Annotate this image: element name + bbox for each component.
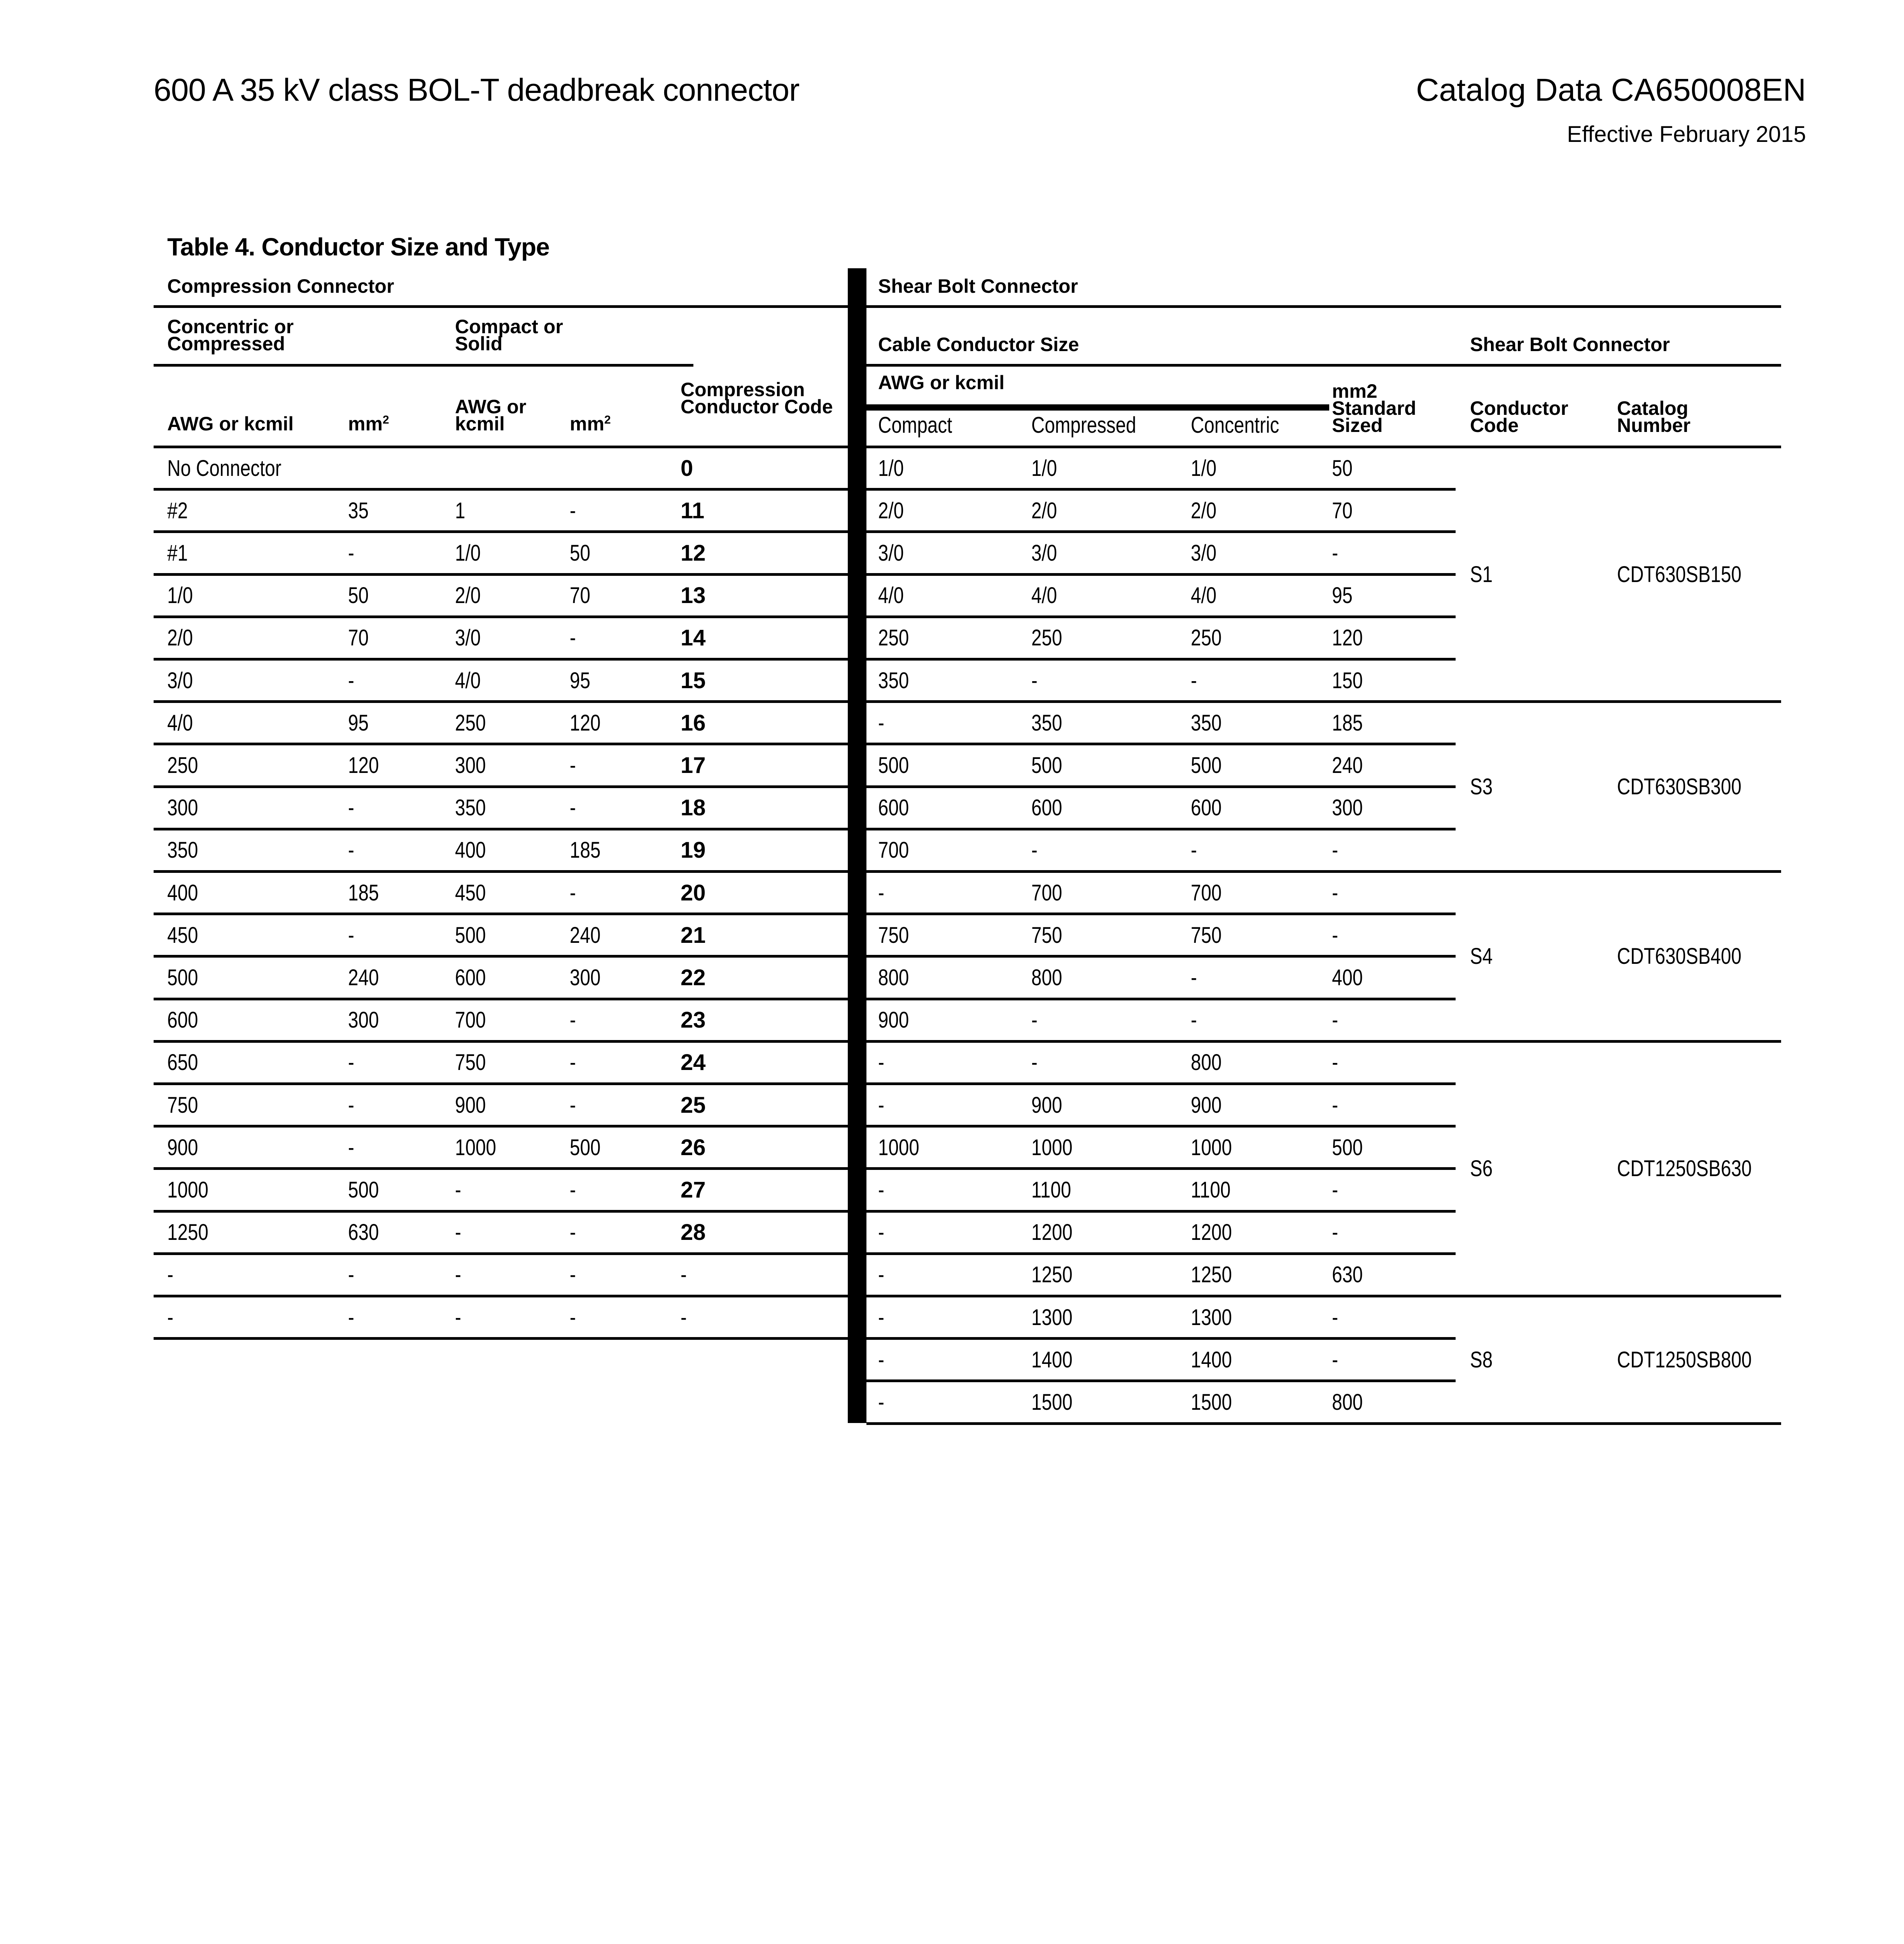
cell-awg-kcmil: #2 [167,498,188,523]
cell-awg-kcmil: 450 [167,922,198,948]
cell-conductor-code: 19 [681,837,706,863]
cell-compact: 250 [878,625,909,651]
cell-shear-conductor-code: S6 [1470,1156,1493,1182]
table-divider-bar [848,268,866,1423]
cell-awg-kcmil: 1250 [167,1220,208,1245]
cell-concentric: 3/0 [1191,540,1217,566]
row-rule [866,1125,1456,1128]
row-rule [866,1210,1456,1213]
row-rule [866,1082,1456,1085]
cell-awg-kcmil: #1 [167,540,188,566]
cell-compact-mm2: - [570,753,576,778]
cell-conductor-code: 27 [681,1177,706,1203]
cell-concentric: - [1191,965,1197,990]
cell-compact: - [878,1347,884,1372]
cell-awg-kcmil: - [167,1262,173,1288]
cell-compressed: 1200 [1031,1220,1073,1245]
cell-concentric: 1250 [1191,1262,1232,1288]
row-rule [154,1295,848,1297]
cell-awg-kcmil: No Connector [167,455,282,481]
row-rule [154,658,848,661]
cell-awg-kcmil: 2/0 [167,625,193,651]
cell-compressed: 1300 [1031,1304,1073,1330]
cell-compact-awg: 2/0 [455,583,481,608]
cell-compact: 500 [878,753,909,778]
cell-shear-conductor-code: S8 [1470,1347,1493,1372]
cell-compact: 600 [878,795,909,821]
cell-concentric: 250 [1191,625,1222,651]
row-rule [866,700,1781,703]
cell-conductor-code: 20 [681,880,706,906]
cell-compressed: - [1031,1007,1038,1033]
cell-awg-kcmil: - [167,1304,173,1330]
cell-mm2: - [348,795,354,821]
cell-mm2-standard: - [1332,880,1338,906]
row-rule [866,530,1456,533]
cell-mm2-standard: 300 [1332,795,1363,821]
cell-mm2-standard: 240 [1332,753,1363,778]
cell-compact: - [878,1092,884,1118]
row-rule [154,446,848,448]
cell-conductor-code: 14 [681,625,706,651]
row-rule [154,700,848,703]
cell-conductor-code: 25 [681,1092,706,1118]
cell-mm2: 50 [348,583,369,608]
cell-compact: 2/0 [878,498,904,523]
cell-shear-conductor-code: S4 [1470,944,1493,969]
concentric-compressed-header: Concentric or Compressed [167,316,294,355]
cell-awg-kcmil: 1000 [167,1177,208,1203]
cell-compact-mm2: 240 [570,922,601,948]
cell-compressed: - [1031,668,1038,693]
cell-mm2: - [348,922,354,948]
cell-mm2: - [348,837,354,863]
col-compact: Compact [878,413,952,438]
catalog-prefix: Catalog Data [1416,72,1611,108]
cell-compressed: 250 [1031,625,1062,651]
cell-compact-awg: 3/0 [455,625,481,651]
row-rule [154,615,848,618]
col-awg-kcmil: AWG or kcmil [167,413,294,435]
row-rule [154,573,848,576]
cell-conductor-code: 13 [681,583,706,608]
cell-mm2: 300 [348,1007,379,1033]
cell-mm2: - [348,540,354,566]
cell-compact-mm2: 300 [570,965,601,990]
cell-concentric: 900 [1191,1092,1222,1118]
cell-compact-mm2: - [570,1304,576,1330]
cell-compact-mm2: - [570,880,576,906]
cell-mm2-standard: 120 [1332,625,1363,651]
cell-compact: - [878,1304,884,1330]
cell-compact-awg: 600 [455,965,486,990]
cell-compressed: 600 [1031,795,1062,821]
cell-compact-mm2: - [570,1262,576,1288]
cell-compressed: 1100 [1031,1177,1071,1203]
cell-compact-awg: 1000 [455,1135,496,1160]
cell-compact: 3/0 [878,540,904,566]
cell-concentric: - [1191,837,1197,863]
row-rule [154,1252,848,1255]
row-rule [154,955,848,958]
cell-catalog-number: CDT1250SB630 [1617,1156,1752,1182]
cell-concentric: 750 [1191,922,1222,948]
cell-concentric: - [1191,668,1197,693]
row-rule [866,955,1456,958]
catalog-code: CA650008EN [1611,72,1806,108]
cell-compact-awg: - [455,1304,461,1330]
cell-conductor-code: 18 [681,795,706,821]
cell-mm2: - [348,1304,354,1330]
cell-compact-mm2: - [570,1092,576,1118]
row-rule [866,1167,1456,1170]
row-rule [866,1295,1781,1297]
cell-mm2-standard: - [1332,1050,1338,1075]
cell-mm2: 70 [348,625,369,651]
cell-conductor-code: 28 [681,1220,706,1245]
cell-concentric: 1200 [1191,1220,1232,1245]
cable-conductor-size-header: Cable Conductor Size [878,334,1079,355]
cell-compact: - [878,880,884,906]
cell-awg-kcmil: 1/0 [167,583,193,608]
effective-date: Effective February 2015 [1567,122,1806,147]
row-rule [154,998,848,1000]
col-compact-awg-kcmil: AWG or kcmil [455,396,527,435]
col-conductor-code: Conductor Code [1470,397,1568,436]
row-rule [154,785,848,788]
cell-compact-mm2: - [570,1177,576,1203]
cell-compact-mm2: 500 [570,1135,601,1160]
cell-awg-kcmil: 250 [167,753,198,778]
cell-compressed: - [1031,837,1038,863]
cell-compact-mm2: 185 [570,837,601,863]
row-rule [866,573,1456,576]
cell-compact-mm2: 120 [570,710,601,736]
cell-compact: - [878,710,884,736]
cell-compressed: 700 [1031,880,1062,906]
cell-concentric: - [1191,1007,1197,1033]
row-rule [866,446,1781,448]
row-rule [154,1167,848,1170]
row-rule [866,1252,1456,1255]
cell-mm2: 630 [348,1220,379,1245]
cell-mm2: - [348,1262,354,1288]
cell-mm2-standard: 150 [1332,668,1363,693]
cell-conductor-code: 22 [681,965,706,990]
col-mm2-standard-sized: mm2 Standard Sized [1332,380,1416,436]
row-rule [154,870,848,873]
catalog-data-label [1416,72,1806,108]
cell-compact-mm2: - [570,1220,576,1245]
row-rule [866,1379,1456,1382]
cell-mm2-standard: 95 [1332,583,1353,608]
col-catalog-number: Catalog Number [1617,397,1690,436]
cell-compact: - [878,1050,884,1075]
cell-awg-kcmil: 600 [167,1007,198,1033]
shear-bolt-connector-subheader: Shear Bolt Connector [1470,334,1670,355]
cell-mm2-standard: - [1332,1177,1338,1203]
cell-awg-kcmil: 4/0 [167,710,193,736]
cell-compact-awg: 1 [455,498,466,523]
cell-catalog-number: CDT630SB300 [1617,774,1741,799]
row-rule [154,913,848,915]
compact-solid-header: Compact or Solid [455,316,563,355]
cell-mm2: - [348,1092,354,1118]
cell-compact: 700 [878,837,909,863]
header-rule [866,305,1781,308]
cell-compressed: 1400 [1031,1347,1073,1372]
cell-compact-mm2: 50 [570,540,590,566]
row-rule [154,1082,848,1085]
cell-compact: - [878,1220,884,1245]
header-rule [154,305,848,308]
cell-compact: 1000 [878,1135,919,1160]
cell-compact-awg: 750 [455,1050,486,1075]
row-rule [154,1125,848,1128]
cell-mm2-standard: 50 [1332,455,1353,481]
col-mm2: $mm^2$ [348,413,389,435]
cell-compressed: 2/0 [1031,498,1057,523]
cell-conductor-code: 23 [681,1007,706,1033]
cell-compact-awg: 400 [455,837,486,863]
cell-compact: - [878,1262,884,1288]
row-rule [866,488,1456,491]
cell-compact-mm2: - [570,1050,576,1075]
shear-bolt-connector-header: Shear Bolt Connector [878,275,1078,297]
cell-mm2-standard: - [1332,540,1338,566]
header-rule [154,364,693,367]
row-rule [154,530,848,533]
col-concentric: Concentric [1191,413,1279,438]
cell-mm2-standard: - [1332,1304,1338,1330]
cell-mm2-standard: - [1332,1347,1338,1372]
row-rule [866,1337,1456,1340]
cell-catalog-number: CDT1250SB800 [1617,1347,1752,1372]
document-title: 600 A 35 kV class BOL-T deadbreak connector [154,72,800,108]
cell-conductor-code: 21 [681,922,706,948]
cell-awg-kcmil: 400 [167,880,198,906]
cell-concentric: 1/0 [1191,455,1217,481]
table-title: Table 4. Conductor Size and Type [167,233,550,261]
cell-conductor-code: 15 [681,668,706,693]
row-rule [154,828,848,830]
cell-mm2-standard: 630 [1332,1262,1363,1288]
cell-mm2-standard: - [1332,837,1338,863]
cell-mm2: 95 [348,710,369,736]
cell-compressed: 750 [1031,922,1062,948]
cell-awg-kcmil: 900 [167,1135,198,1160]
cell-compact-awg: 1/0 [455,540,481,566]
cell-concentric: 600 [1191,795,1222,821]
cell-compact-awg: 300 [455,753,486,778]
cell-conductor-code: 12 [681,540,706,566]
cell-compact-mm2: 95 [570,668,590,693]
cell-compact-awg: 250 [455,710,486,736]
cell-compact-awg: 700 [455,1007,486,1033]
cell-compact: 1/0 [878,455,904,481]
cell-concentric: 1100 [1191,1177,1231,1203]
row-rule [866,658,1456,661]
row-rule [154,488,848,491]
cell-mm2: 240 [348,965,379,990]
row-rule [866,785,1456,788]
row-rule [866,743,1456,745]
cell-conductor-code: - [681,1262,687,1288]
row-rule [154,743,848,745]
cell-compact-awg: - [455,1220,461,1245]
cell-catalog-number: CDT630SB150 [1617,561,1741,587]
cell-compressed: 1250 [1031,1262,1073,1288]
cell-compressed: 4/0 [1031,583,1057,608]
cell-compressed: 350 [1031,710,1062,736]
cell-mm2-standard: 800 [1332,1390,1363,1415]
cell-compact-awg: - [455,1177,461,1203]
row-rule [866,828,1456,830]
cell-awg-kcmil: 3/0 [167,668,193,693]
cell-compact-mm2: 70 [570,583,590,608]
cell-compressed: 1500 [1031,1390,1073,1415]
cell-awg-kcmil: 750 [167,1092,198,1118]
row-rule [866,1040,1781,1043]
cell-compressed: 1/0 [1031,455,1057,481]
row-rule [154,1210,848,1213]
cell-compact: 900 [878,1007,909,1033]
cell-mm2-standard: 70 [1332,498,1353,523]
row-rule [866,913,1456,915]
cell-conductor-code: 16 [681,710,706,736]
cell-compact-awg: 4/0 [455,668,481,693]
col-compact-mm2: $mm^2$ [570,413,611,435]
cell-compact-awg: 900 [455,1092,486,1118]
cell-concentric: 1500 [1191,1390,1232,1415]
row-rule [866,998,1456,1000]
cell-awg-kcmil: 650 [167,1050,198,1075]
cell-conductor-code: 26 [681,1135,706,1160]
cell-shear-conductor-code: S3 [1470,774,1493,799]
cell-shear-conductor-code: S1 [1470,561,1493,587]
cell-compact-mm2: - [570,625,576,651]
cell-compressed: 1000 [1031,1135,1073,1160]
header-rule [866,364,1781,367]
row-rule [154,1040,848,1043]
cell-concentric: 500 [1191,753,1222,778]
cell-concentric: 800 [1191,1050,1222,1075]
cell-mm2-standard: - [1332,1220,1338,1245]
cell-compact-awg: 500 [455,922,486,948]
cell-mm2-standard: 400 [1332,965,1363,990]
cell-compact-awg: 450 [455,880,486,906]
cell-concentric: 700 [1191,880,1222,906]
cell-concentric: 1000 [1191,1135,1232,1160]
cell-catalog-number: CDT630SB400 [1617,944,1741,969]
cell-compressed: 800 [1031,965,1062,990]
col-compressed: Compressed [1031,413,1136,438]
cell-compact: - [878,1177,884,1203]
cell-concentric: 2/0 [1191,498,1217,523]
cell-compact-mm2: - [570,498,576,523]
cell-compact-awg: 350 [455,795,486,821]
cell-compact: - [878,1390,884,1415]
col-compression-conductor-code: Compression Conductor Code [681,379,833,418]
cell-concentric: 4/0 [1191,583,1217,608]
cell-mm2-standard: - [1332,922,1338,948]
row-rule [154,1337,848,1340]
cell-concentric: 1400 [1191,1347,1232,1372]
cell-mm2-standard: - [1332,1007,1338,1033]
cell-compact: 4/0 [878,583,904,608]
cell-mm2: - [348,1135,354,1160]
compression-connector-header: Compression Connector [167,275,394,297]
cell-mm2: 35 [348,498,369,523]
cell-mm2: 500 [348,1177,379,1203]
cell-compressed: 3/0 [1031,540,1057,566]
cell-compressed: 500 [1031,753,1062,778]
cell-compact-awg: - [455,1262,461,1288]
cell-mm2-standard: 185 [1332,710,1363,736]
cell-mm2: 185 [348,880,379,906]
cell-concentric: 1300 [1191,1304,1232,1330]
cell-compact: 350 [878,668,909,693]
cell-compact-mm2: - [570,1007,576,1033]
cell-compressed: 900 [1031,1092,1062,1118]
awg-kcmil-subheader: AWG or kcmil [878,372,1005,393]
cell-awg-kcmil: 300 [167,795,198,821]
cell-awg-kcmil: 350 [167,837,198,863]
cell-conductor-code: 24 [681,1050,706,1075]
awg-rule [866,404,1329,411]
cell-conductor-code: 0 [681,455,693,481]
cell-compact: 800 [878,965,909,990]
cell-conductor-code: - [681,1304,687,1330]
cell-conductor-code: 11 [681,498,705,523]
row-rule [866,870,1781,873]
cell-compressed: - [1031,1050,1038,1075]
cell-conductor-code: 17 [681,753,706,778]
cell-mm2: 120 [348,753,379,778]
cell-mm2: - [348,1050,354,1075]
cell-concentric: 350 [1191,710,1222,736]
cell-compact-mm2: - [570,795,576,821]
cell-mm2-standard: 500 [1332,1135,1363,1160]
cell-mm2-standard: - [1332,1092,1338,1118]
cell-mm2: - [348,668,354,693]
row-rule [866,1422,1781,1425]
cell-compact: 750 [878,922,909,948]
cell-awg-kcmil: 500 [167,965,198,990]
row-rule [866,615,1456,618]
